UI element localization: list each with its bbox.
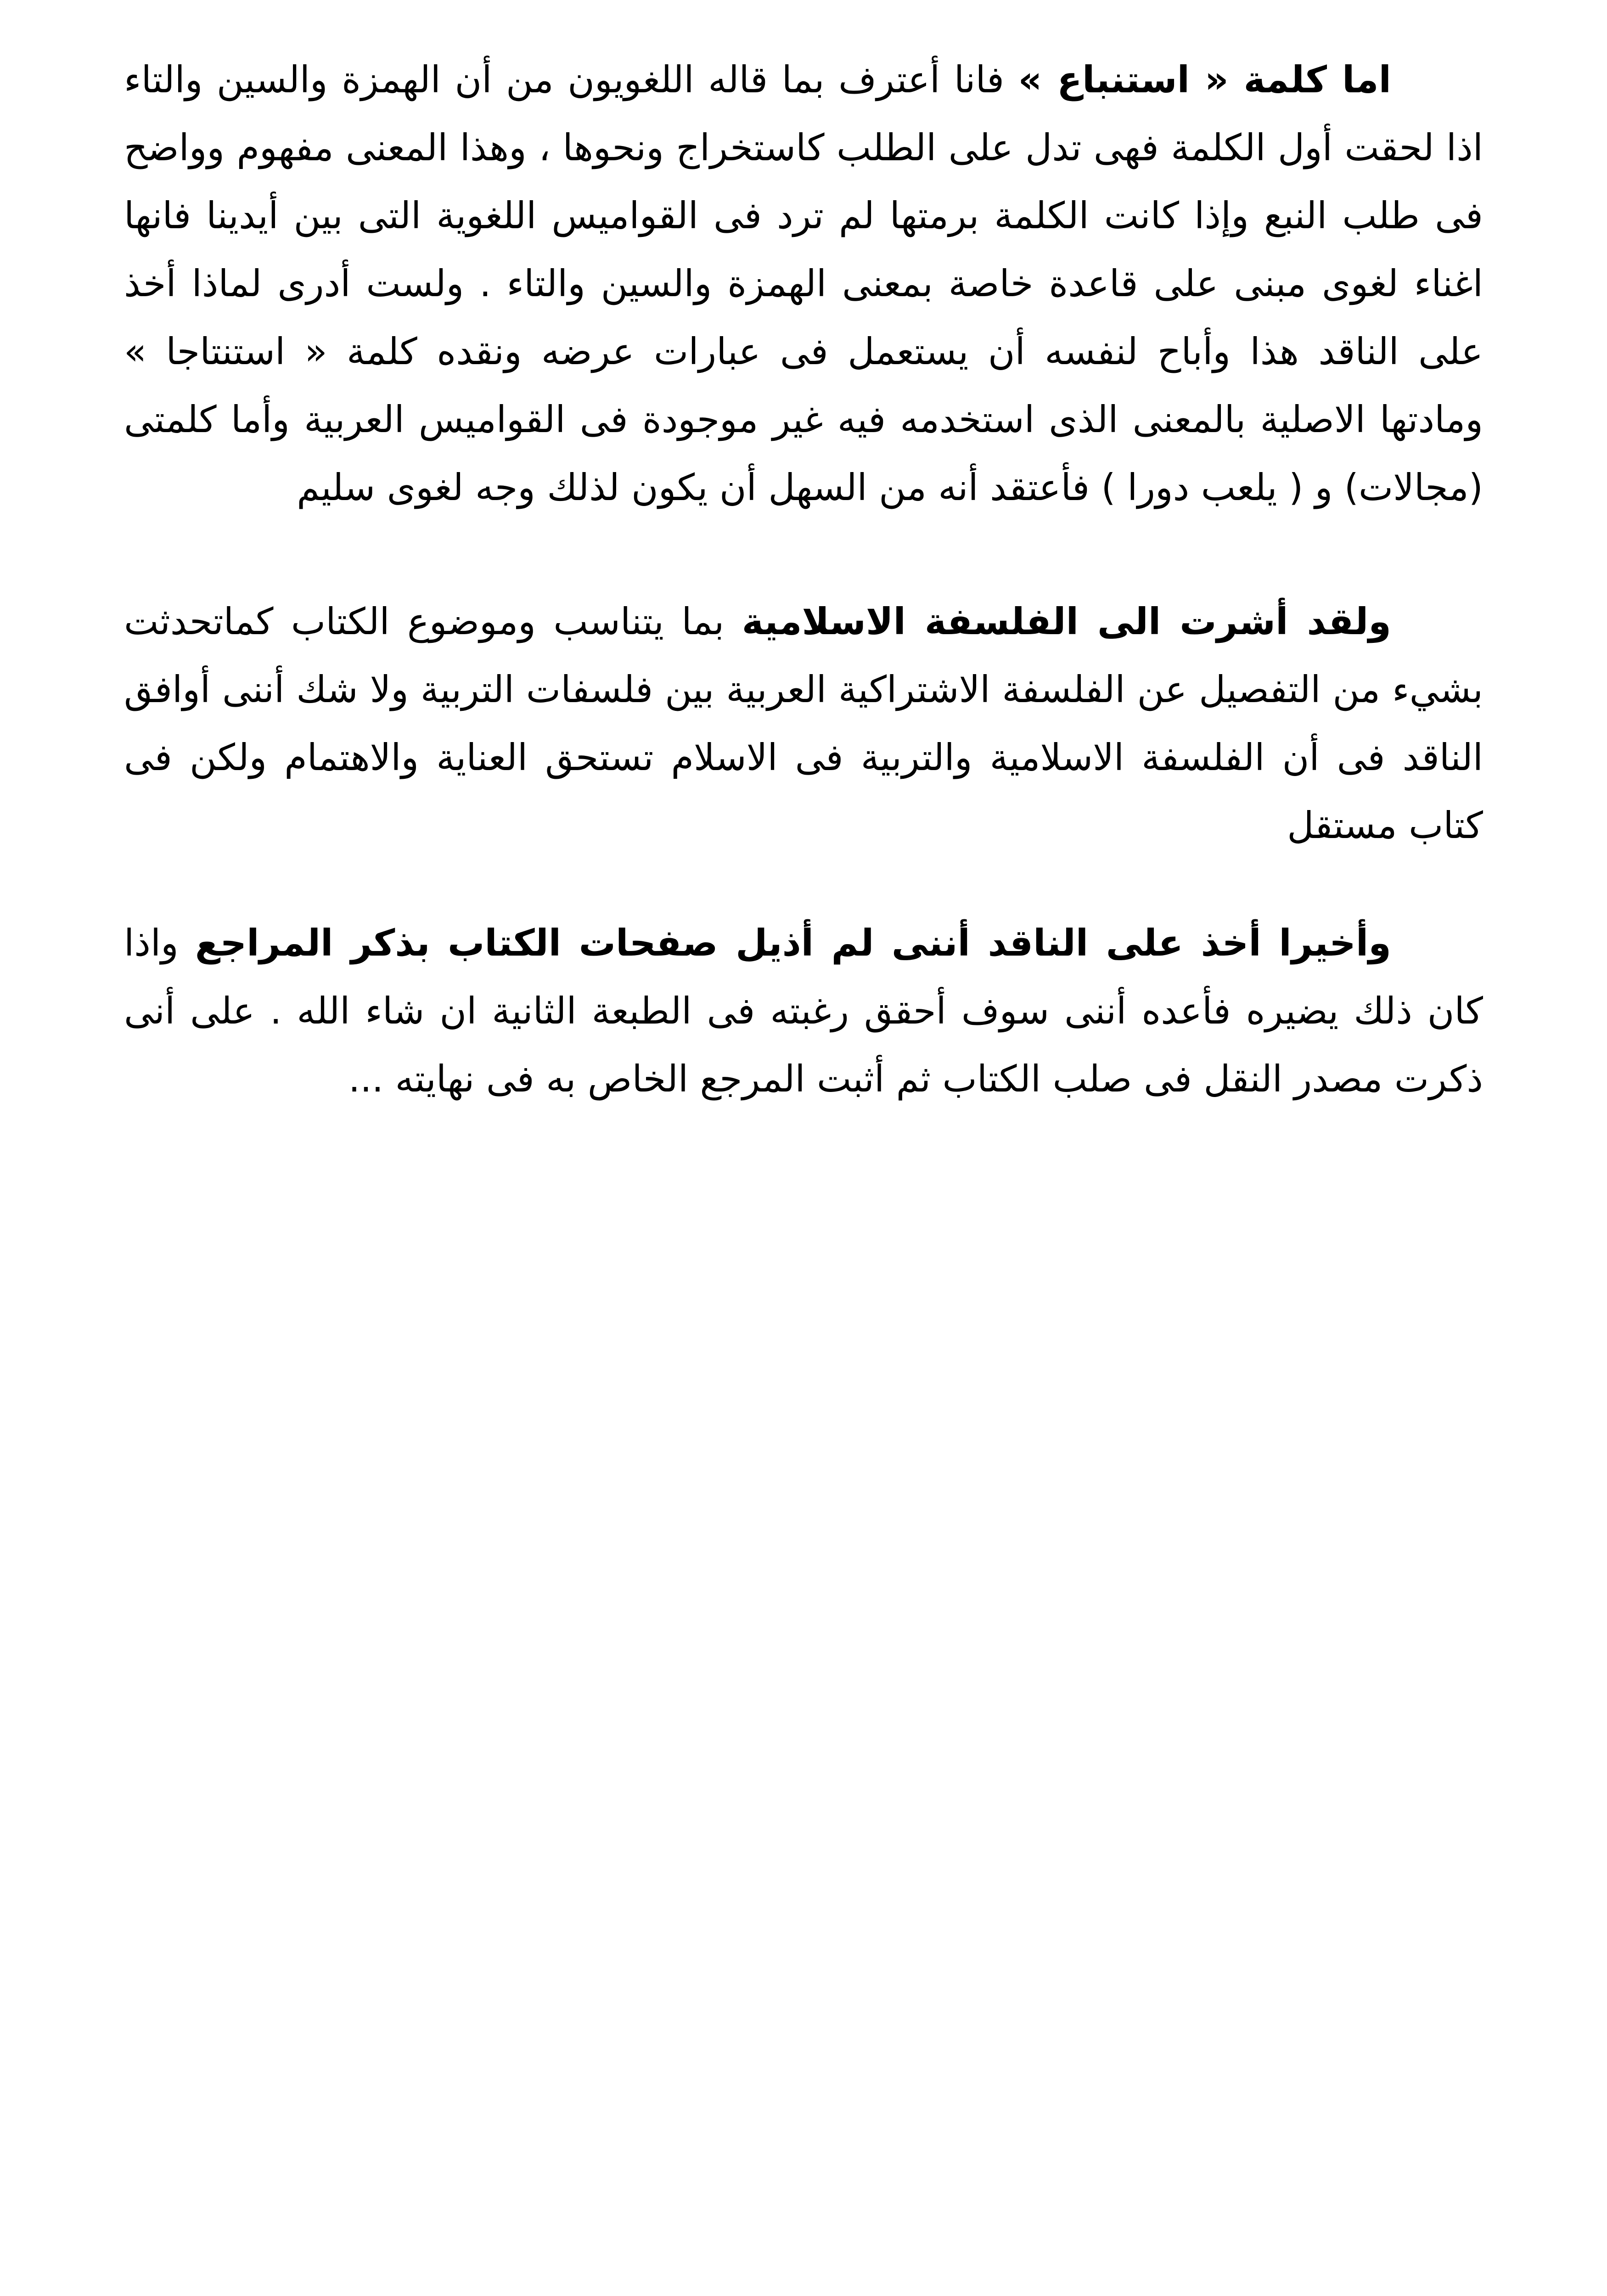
paragraph-3 — [124, 909, 1483, 1113]
paragraph-2 — [124, 588, 1483, 860]
paragraph-1-text: فانا أعترف بما قاله اللغويون من أن الهمزة والسين والتاء اذا لحقت أول الكلمة فهى تدل على الطلب كاستخراج ونحوها ، وهذا المعنى مفهوم وواضح فى طلب النبع وإذا كانت الكلمة برمتها لم ترد فى القواميس اللغوية التى بين أيدينا فانها اغناء لغوى مبنى على قاعدة خاصة بمعنى الهمزة والسين والتاء . ولست أدرى لماذا أخذ على الناقد هذا وأباح لنفسه أن يستعمل فى عبارات عرضه ونقده كلمة « استنتاجا » ومادتها الاصلية بالمعنى الذى استخدمه فيه غير موجودة فى القواميس العربية وأما كلمتى (مجالات) و ( يلعب دورا ) فأعتقد أنه من السهل أن يكون لذلك وجه لغوى سليم — [124, 58, 1483, 509]
paragraph-2-text: بما يتناسب وموضوع الكتاب كماتحدثت بشيء من التفصيل عن الفلسفة الاشتراكية العربية بين فلسفات التربية ولا شك أننى أوافق الناقد فى أن الفلسفة الاسلامية والتربية فى الاسلام تستحق العناية والاهتمام ولكن فى كتاب مستقل — [124, 600, 1483, 847]
paragraph-3-text: واذا كان ذلك يضيره فأعده أننى سوف أحقق رغبته فى الطبعة الثانية ان شاء الله . على أنى ذكرت مصدر النقل فى صلب الكتاب ثم أثبت المرجع الخاص به فى نهايته ... — [124, 922, 1483, 1100]
paragraph-1 — [124, 46, 1483, 522]
paragraph-2-lead: ولقد أشرت الى الفلسفة الاسلامية — [742, 600, 1392, 643]
paragraph-3-lead: وأخيرا أخذ على الناقد أننى لم أذيل صفحات الكتاب بذكر المراجع — [195, 922, 1392, 964]
paragraph-1-lead: اما كلمة « استنباع » — [1018, 58, 1391, 101]
